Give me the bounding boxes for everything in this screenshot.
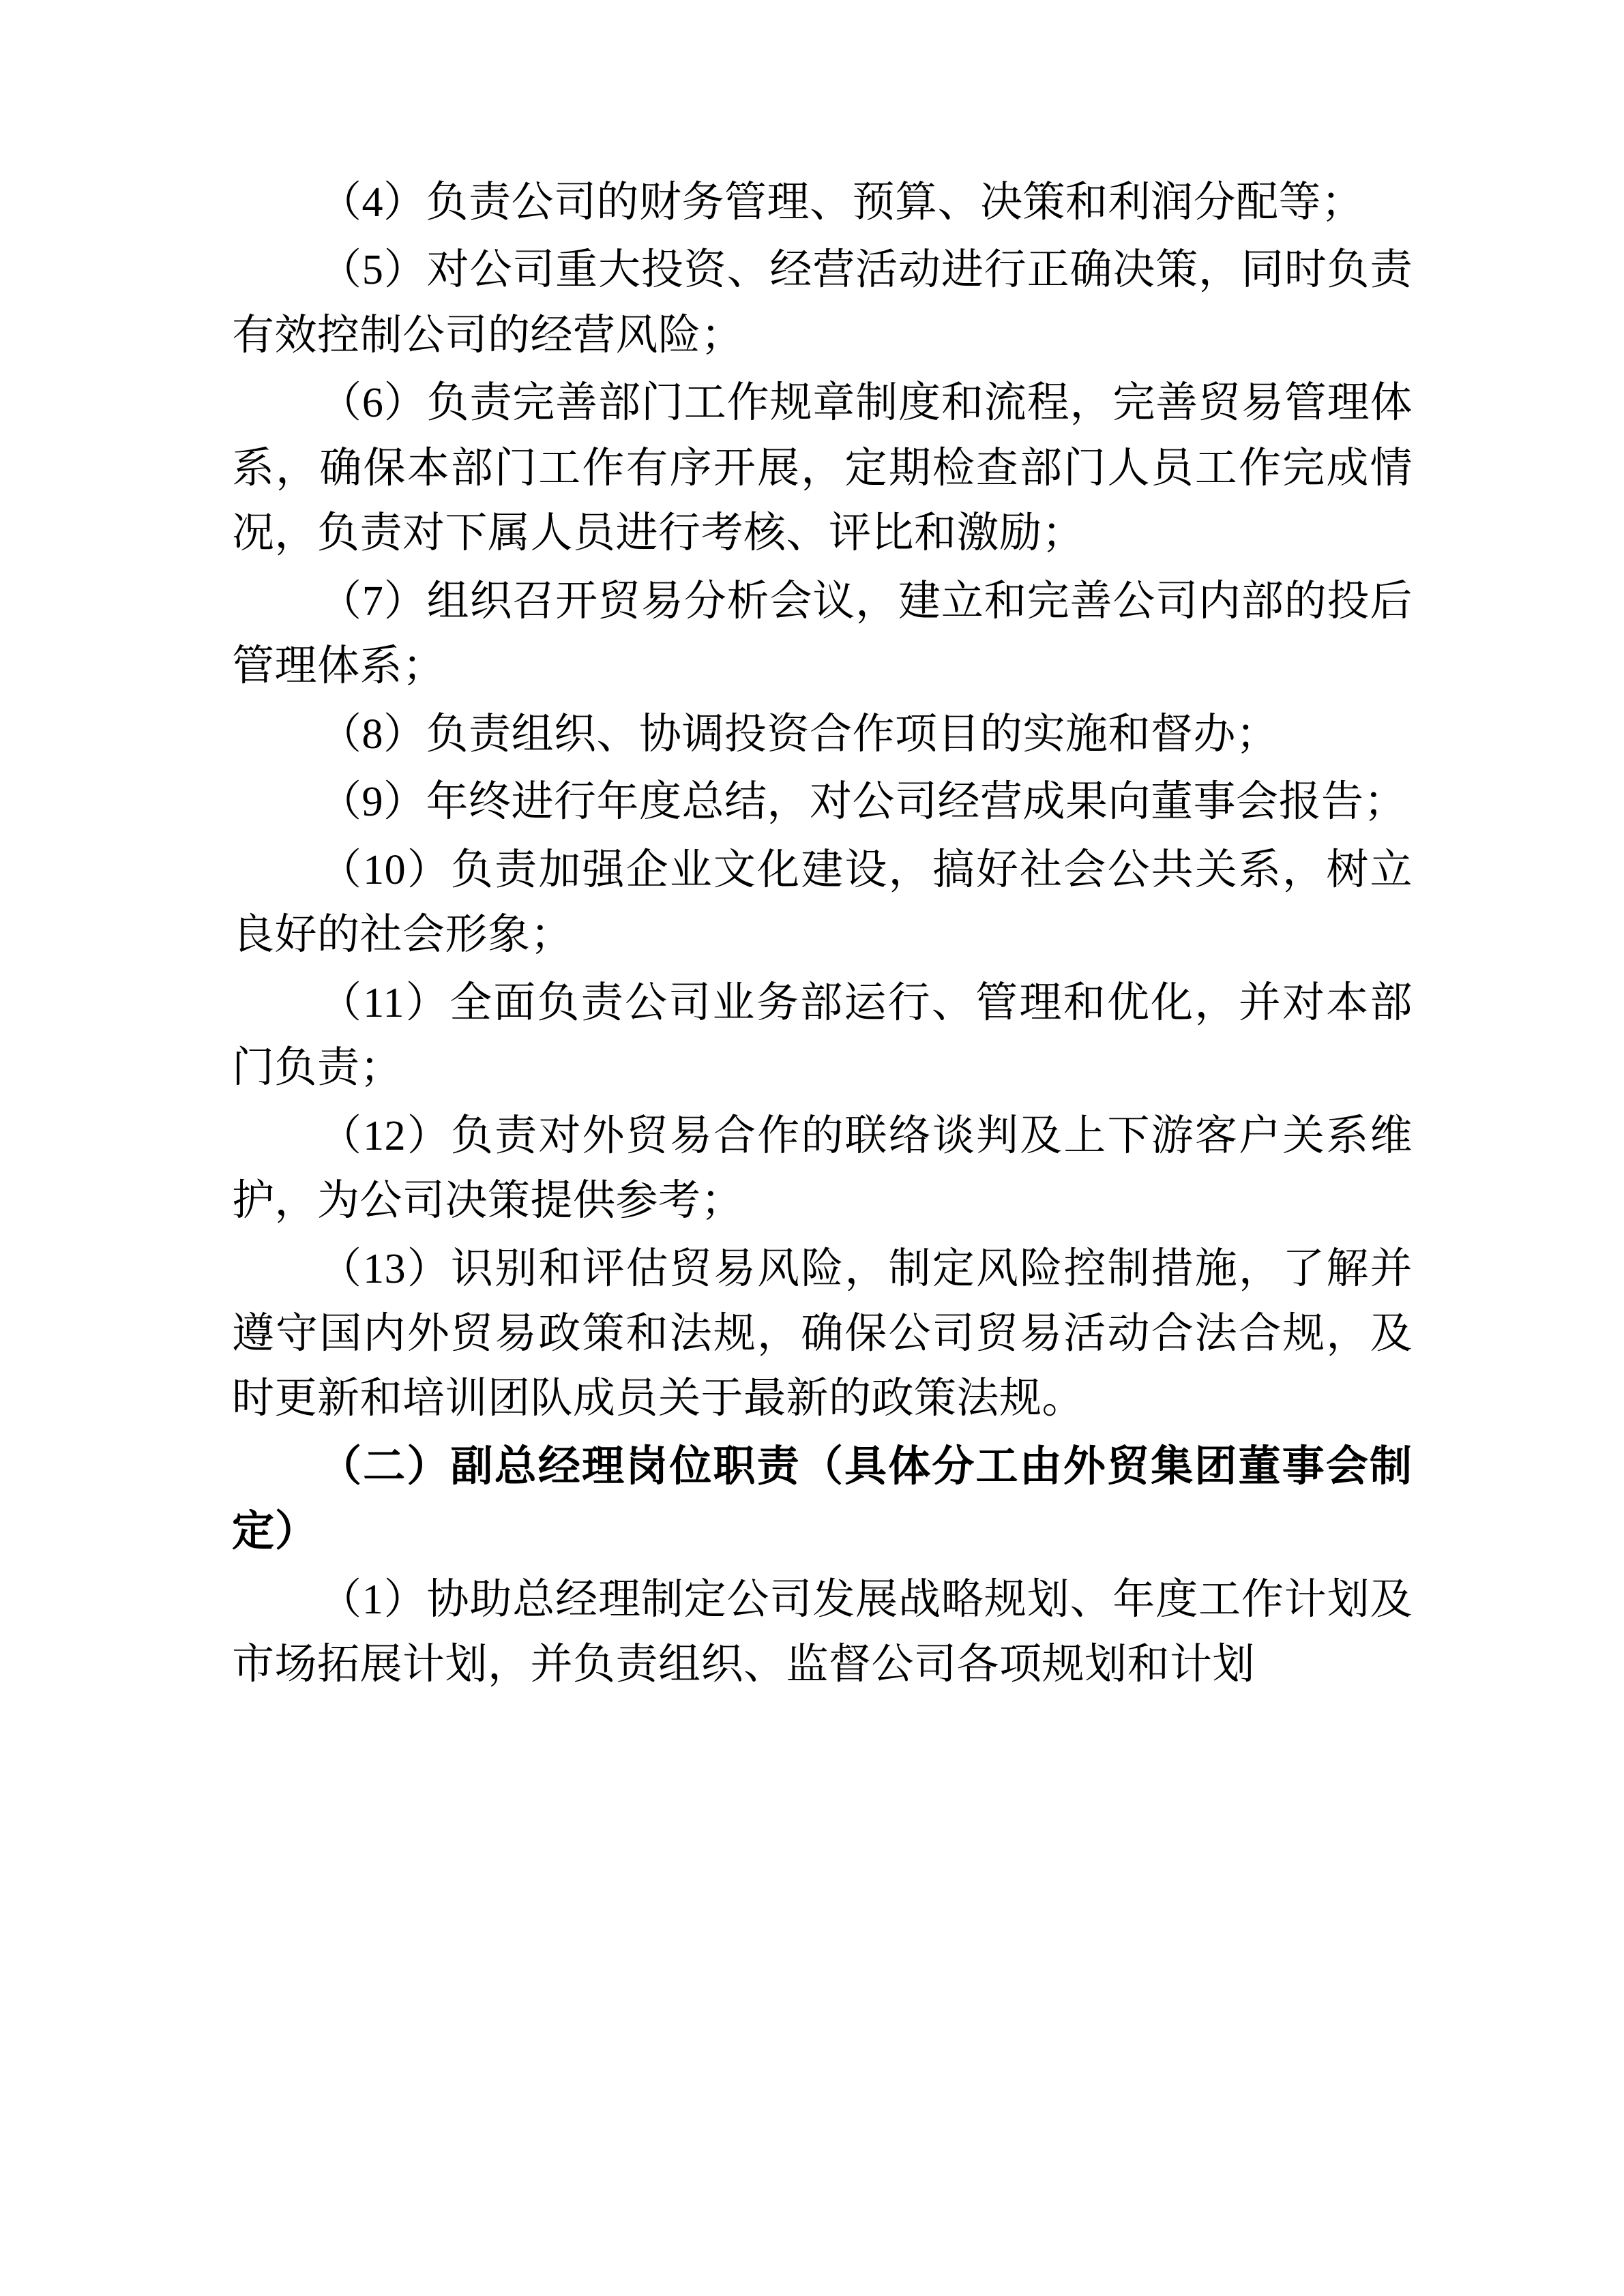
paragraph-item-4: （4）负责公司的财务管理、预算、决策和利润分配等； xyxy=(319,179,1364,226)
paragraph-item-8: （8）负责组织、协调投资合作项目的实施和督办； xyxy=(319,711,1279,758)
paragraph-item-5: （5）对公司重大投资、经营活动进行正确决策，同时负责有效控制公司的经营风险； xyxy=(232,247,1413,359)
document-body xyxy=(232,170,1413,1698)
paragraph-item-11: （11）全面负责公司业务部运行、管理和优化，并对本部门负责； xyxy=(232,979,1413,1092)
paragraph-item-9: （9）年终进行年度总结，对公司经营成果向董事会报告； xyxy=(319,779,1407,826)
paragraph-item-13: （13）识别和评估贸易风险，制定风险控制措施，了解并遵守国内外贸易政策和法规，确保公司贸易活动合法合规，及时更新和培训团队成员关于最新的政策法规。 xyxy=(232,1245,1413,1422)
paragraph-item-7: （7）组织召开贸易分析会议，建立和完善公司内部的投后管理体系； xyxy=(232,578,1413,690)
paragraph-item-6: （6）负责完善部门工作规章制度和流程，完善贸易管理体系，确保本部门工作有序开展，定期检查部门人员工作完成情况，负责对下属人员进行考核、评比和激励； xyxy=(232,380,1413,557)
paragraph-section2-item-1: （1）协助总经理制定公司发展战略规划、年度工作计划及市场拓展计划，并负责组织、监督公司各项规划和计划 xyxy=(232,1576,1413,1688)
paragraph-item-12: （12）负责对外贸易合作的联络谈判及上下游客户关系维护，为公司决策提供参考； xyxy=(232,1112,1413,1225)
paragraph-item-10: （10）负责加强企业文化建设，搞好社会公共关系，树立良好的社会形象； xyxy=(232,846,1413,959)
section-heading-deputy-manager: （二）副总经理岗位职责（具体分工由外贸集团董事会制定） xyxy=(232,1443,1413,1555)
